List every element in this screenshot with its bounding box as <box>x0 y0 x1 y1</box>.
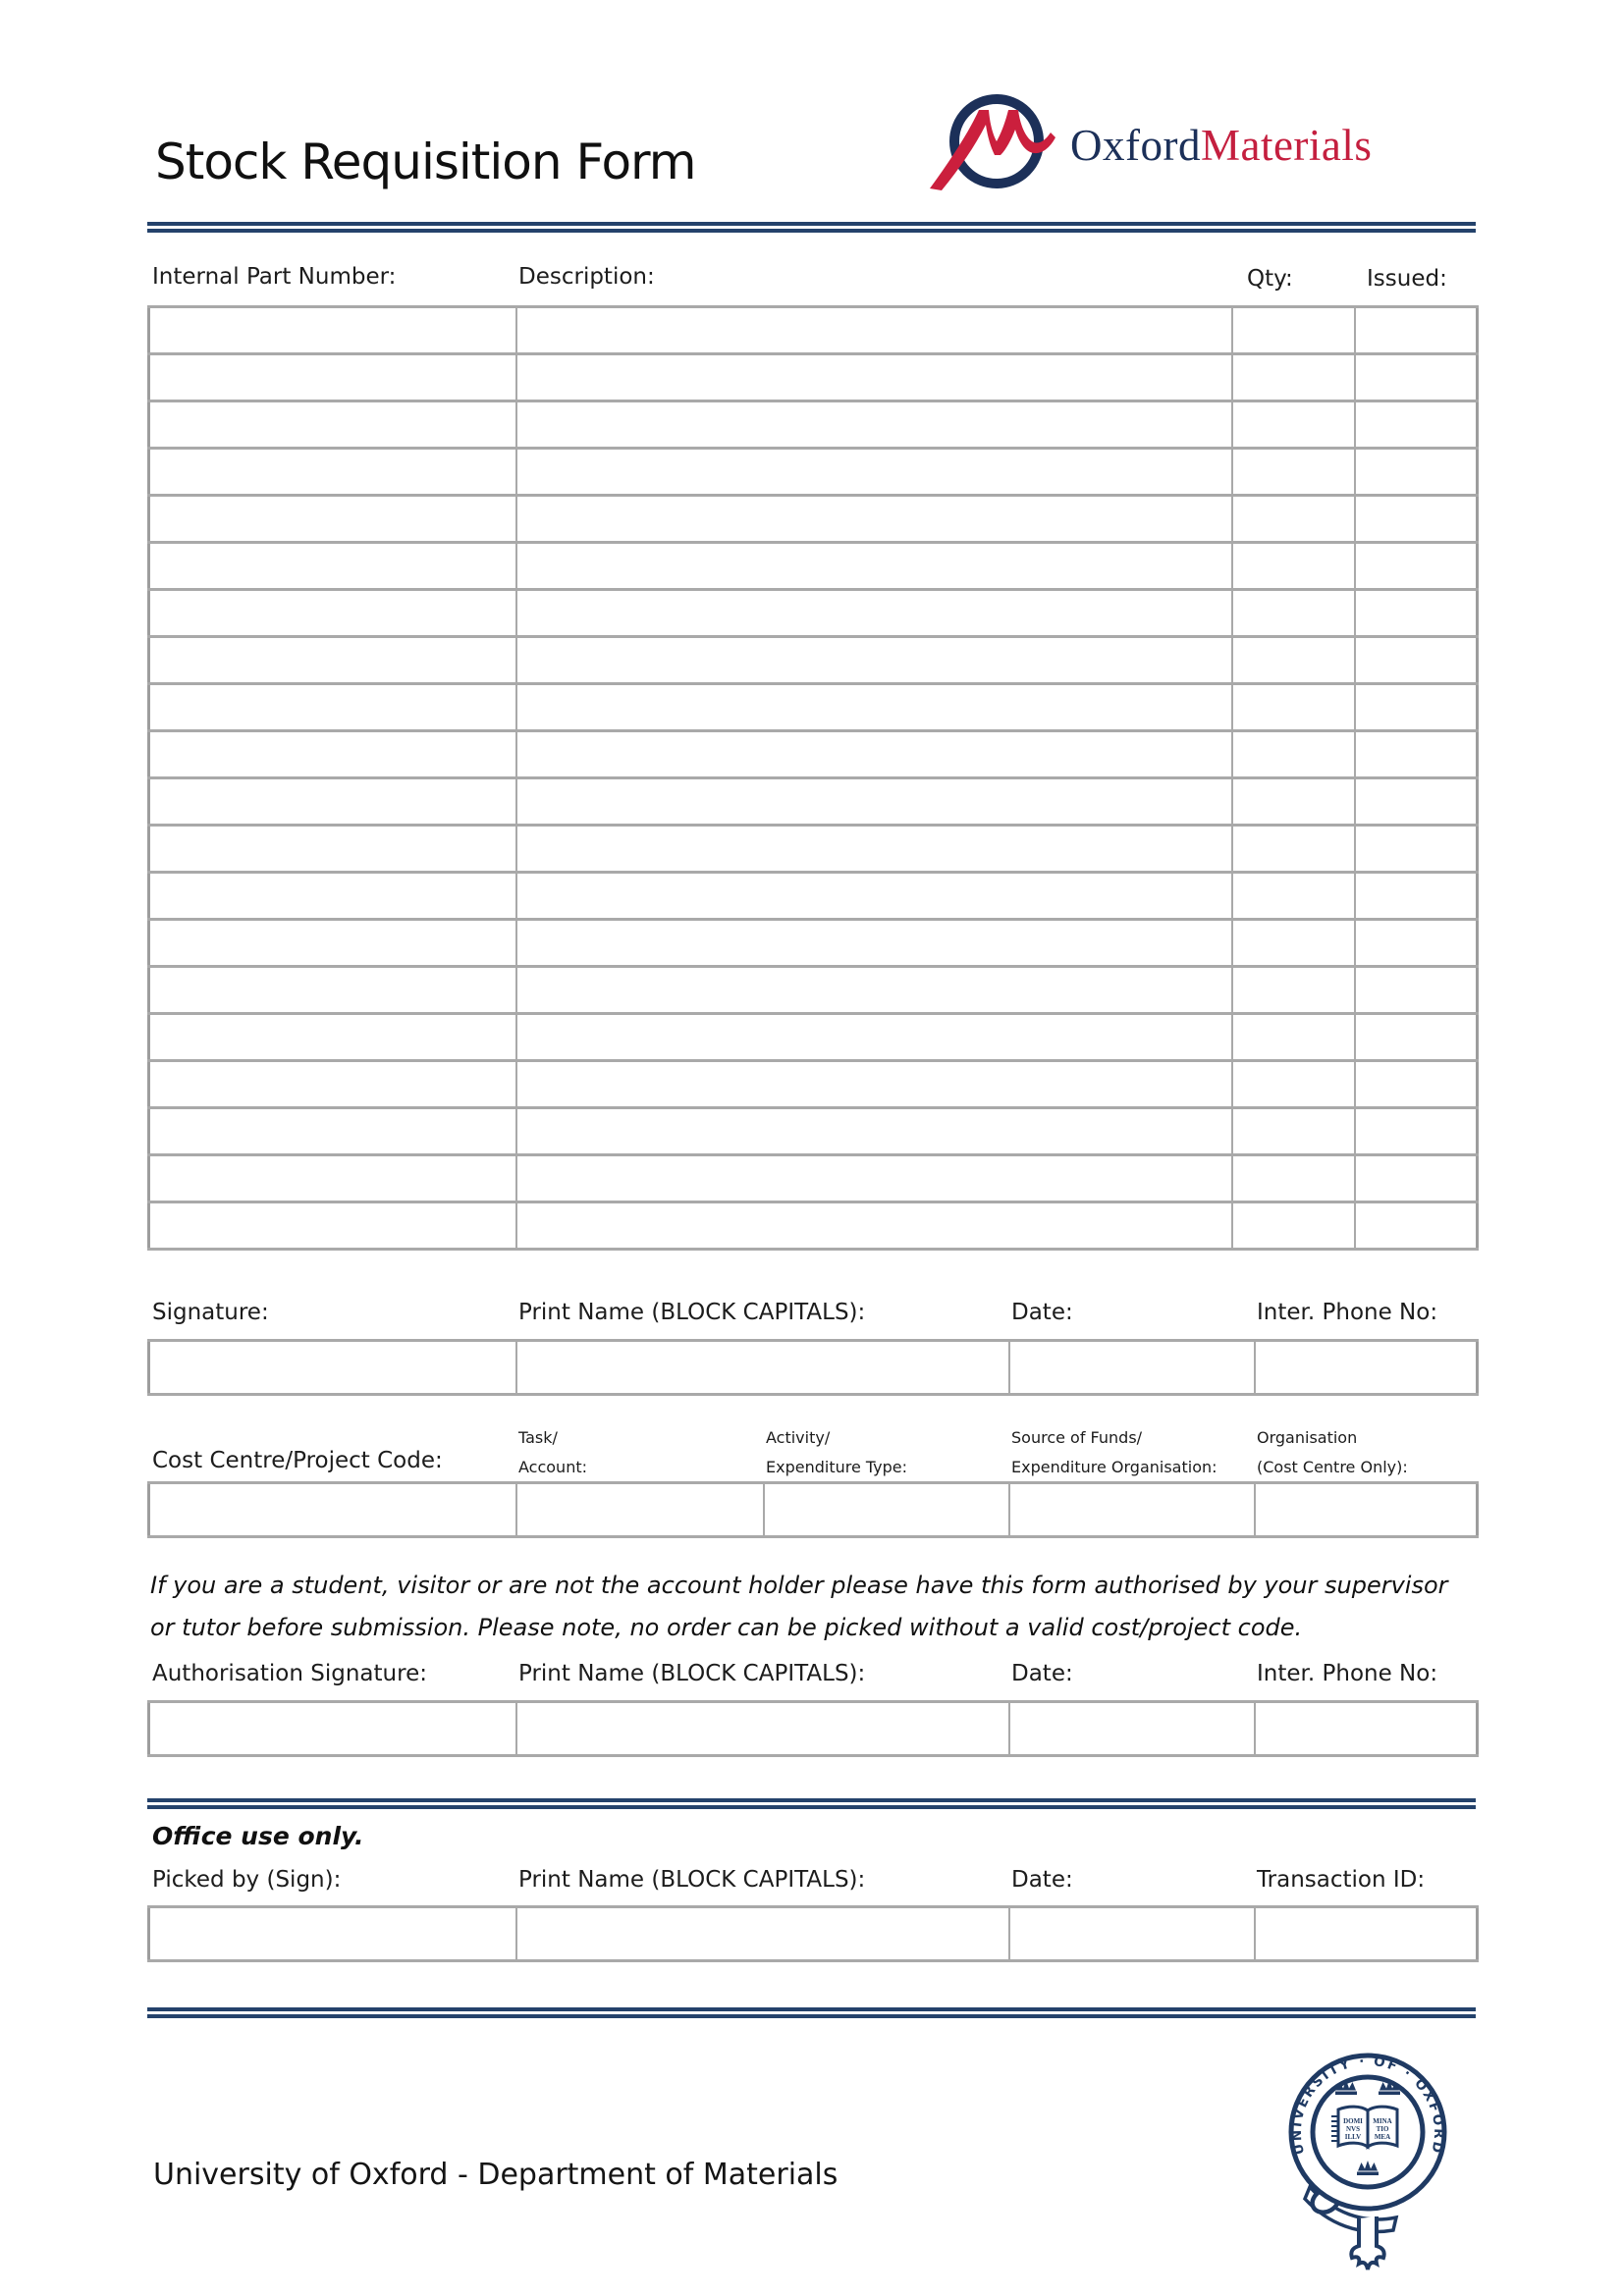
description-cell[interactable] <box>516 1202 1232 1250</box>
qty-cell[interactable] <box>1232 449 1355 496</box>
label-inter-phone: Inter. Phone No: <box>1257 1300 1438 1325</box>
authorisation-print-name-field[interactable] <box>516 1702 1009 1756</box>
qty-cell[interactable] <box>1232 967 1355 1014</box>
part-number-cell[interactable] <box>149 354 516 401</box>
oxford-materials-logo-text <box>1070 120 1372 171</box>
label-print-name: Print Name (BLOCK CAPITALS): <box>518 1300 866 1325</box>
label-authorisation-signature: Authorisation Signature: <box>152 1661 427 1686</box>
crest-ring-text: UNIVERSITY · OF · OXFORD <box>1288 2053 1447 2157</box>
description-cell[interactable] <box>516 1155 1232 1202</box>
crest-book-text: TIO <box>1376 2125 1389 2133</box>
stock-table-row <box>149 401 1478 449</box>
cost-centre-fields-table <box>147 1481 1479 1538</box>
header-qty: Qty: <box>1247 266 1293 292</box>
label-office-print-name: Print Name (BLOCK CAPITALS): <box>518 1867 866 1893</box>
header-issued: Issued: <box>1367 266 1447 292</box>
qty-cell[interactable] <box>1232 307 1355 354</box>
description-cell[interactable] <box>516 307 1232 354</box>
date-field[interactable] <box>1009 1341 1255 1395</box>
qty-cell[interactable] <box>1232 826 1355 873</box>
issued-cell[interactable] <box>1355 496 1478 543</box>
stock-table-row <box>149 1155 1478 1202</box>
part-number-cell[interactable] <box>149 637 516 684</box>
qty-cell[interactable] <box>1232 1061 1355 1108</box>
office-use-fields-table <box>147 1905 1479 1962</box>
label-office-date: Date: <box>1011 1867 1073 1893</box>
inter-phone-field[interactable] <box>1255 1341 1478 1395</box>
header-task-account: Task/ Account: <box>518 1428 587 1476</box>
office-use-fields-row <box>149 1907 1478 1961</box>
part-number-cell[interactable] <box>149 873 516 920</box>
header-source-of-funds: Source of Funds/ Expenditure Organisation: <box>1011 1428 1217 1476</box>
description-cell[interactable] <box>516 590 1232 637</box>
logo-text-materials: Materials <box>1200 121 1373 170</box>
issued-cell[interactable] <box>1355 778 1478 826</box>
page-title: Stock Requisition Form <box>155 133 696 190</box>
part-number-cell[interactable] <box>149 496 516 543</box>
label-transaction-id: Transaction ID: <box>1257 1867 1426 1893</box>
signature-field[interactable] <box>149 1341 516 1395</box>
qty-cell[interactable] <box>1232 1108 1355 1155</box>
description-cell[interactable] <box>516 873 1232 920</box>
description-cell[interactable] <box>516 684 1232 731</box>
issued-cell[interactable] <box>1355 543 1478 590</box>
activity-expenditure-field[interactable] <box>764 1483 1009 1537</box>
part-number-cell[interactable] <box>149 1202 516 1250</box>
part-number-cell[interactable] <box>149 307 516 354</box>
stock-table-row <box>149 1202 1478 1250</box>
cost-centre-fields-row <box>149 1483 1478 1537</box>
issued-cell[interactable] <box>1355 967 1478 1014</box>
print-name-field[interactable] <box>516 1341 1009 1395</box>
stock-items-table <box>147 305 1479 1251</box>
transaction-id-field[interactable] <box>1255 1907 1478 1961</box>
description-cell[interactable] <box>516 826 1232 873</box>
stock-table-row <box>149 637 1478 684</box>
picked-by-field[interactable] <box>149 1907 516 1961</box>
part-number-cell[interactable] <box>149 543 516 590</box>
part-number-cell[interactable] <box>149 1061 516 1108</box>
part-number-cell[interactable] <box>149 967 516 1014</box>
header-internal-part-number: Internal Part Number: <box>152 264 397 290</box>
authorisation-inter-phone-field[interactable] <box>1255 1702 1478 1756</box>
qty-cell[interactable] <box>1232 731 1355 778</box>
issued-cell[interactable] <box>1355 826 1478 873</box>
signature-fields-row <box>149 1341 1478 1395</box>
qty-cell[interactable] <box>1232 1014 1355 1061</box>
qty-cell[interactable] <box>1232 1202 1355 1250</box>
issued-cell[interactable] <box>1355 731 1478 778</box>
issued-cell[interactable] <box>1355 873 1478 920</box>
description-cell[interactable] <box>516 543 1232 590</box>
stock-table-row <box>149 1108 1478 1155</box>
footer-text: University of Oxford - Department of Materials <box>153 2158 839 2192</box>
description-cell[interactable] <box>516 354 1232 401</box>
part-number-cell[interactable] <box>149 1155 516 1202</box>
qty-cell[interactable] <box>1232 684 1355 731</box>
stock-table-row <box>149 731 1478 778</box>
label-signature: Signature: <box>152 1300 269 1325</box>
issued-cell[interactable] <box>1355 1155 1478 1202</box>
stock-table-row <box>149 967 1478 1014</box>
header-organisation: Organisation (Cost Centre Only): <box>1257 1428 1408 1476</box>
part-number-cell[interactable] <box>149 920 516 967</box>
stock-table-row <box>149 873 1478 920</box>
issued-cell[interactable] <box>1355 307 1478 354</box>
issued-cell[interactable] <box>1355 920 1478 967</box>
qty-cell[interactable] <box>1232 1155 1355 1202</box>
authorisation-fields-row <box>149 1702 1478 1756</box>
issued-cell[interactable] <box>1355 590 1478 637</box>
description-cell[interactable] <box>516 1014 1232 1061</box>
stock-table-row <box>149 590 1478 637</box>
description-cell[interactable] <box>516 449 1232 496</box>
signature-fields-table <box>147 1339 1479 1396</box>
office-use-heading: Office use only. <box>152 1822 364 1850</box>
part-number-cell[interactable] <box>149 778 516 826</box>
description-cell[interactable] <box>516 1061 1232 1108</box>
description-cell[interactable] <box>516 731 1232 778</box>
crest-book-text: MEA <box>1374 2133 1391 2141</box>
label-auth-date: Date: <box>1011 1661 1073 1686</box>
issued-cell[interactable] <box>1355 1061 1478 1108</box>
stock-table-row <box>149 543 1478 590</box>
logo-text-oxford: Oxford <box>1070 121 1201 170</box>
issued-cell[interactable] <box>1355 684 1478 731</box>
stock-table-row <box>149 826 1478 873</box>
issued-cell[interactable] <box>1355 401 1478 449</box>
qty-cell[interactable] <box>1232 778 1355 826</box>
part-number-cell[interactable] <box>149 684 516 731</box>
label-date: Date: <box>1011 1300 1073 1325</box>
crest-book-text: DOMI <box>1343 2117 1363 2125</box>
crest-book-text: ILLV <box>1344 2133 1362 2141</box>
description-cell[interactable] <box>516 637 1232 684</box>
divider-office-use <box>147 1798 1476 1809</box>
authorisation-notice: If you are a student, visitor or are not the account holder please have this form authorised by your supervisor or tutor before submission. Please note, no order can be picked without a valid cost/project code. <box>150 1572 1448 1641</box>
stock-table-row <box>149 496 1478 543</box>
description-cell[interactable] <box>516 967 1232 1014</box>
qty-cell[interactable] <box>1232 590 1355 637</box>
label-auth-inter-phone: Inter. Phone No: <box>1257 1661 1438 1686</box>
part-number-cell[interactable] <box>149 401 516 449</box>
crest-book-text: NVS <box>1345 2125 1361 2133</box>
office-print-name-field[interactable] <box>516 1907 1009 1961</box>
description-cell[interactable] <box>516 920 1232 967</box>
office-date-field[interactable] <box>1009 1907 1255 1961</box>
qty-cell[interactable] <box>1232 496 1355 543</box>
issued-cell[interactable] <box>1355 1108 1478 1155</box>
part-number-cell[interactable] <box>149 1108 516 1155</box>
oxford-materials-logo-icon <box>926 80 1065 214</box>
qty-cell[interactable] <box>1232 401 1355 449</box>
qty-cell[interactable] <box>1232 543 1355 590</box>
description-cell[interactable] <box>516 1108 1232 1155</box>
crest-book-text: MINA <box>1373 2117 1392 2125</box>
label-cost-centre: Cost Centre/Project Code: <box>152 1448 443 1473</box>
qty-cell[interactable] <box>1232 637 1355 684</box>
organisation-field[interactable] <box>1255 1483 1478 1537</box>
label-picked-by: Picked by (Sign): <box>152 1867 342 1893</box>
issued-cell[interactable] <box>1355 1202 1478 1250</box>
authorisation-fields-table <box>147 1700 1479 1757</box>
description-cell[interactable] <box>516 496 1232 543</box>
university-of-oxford-crest-icon <box>1274 2044 1461 2291</box>
part-number-cell[interactable] <box>149 590 516 637</box>
part-number-cell[interactable] <box>149 826 516 873</box>
stock-table-row <box>149 354 1478 401</box>
stock-table-row <box>149 1014 1478 1061</box>
part-number-cell[interactable] <box>149 1014 516 1061</box>
authorisation-signature-field[interactable] <box>149 1702 516 1756</box>
divider-bottom <box>147 2007 1476 2018</box>
stock-table-row <box>149 684 1478 731</box>
stock-table-row <box>149 1061 1478 1108</box>
description-cell[interactable] <box>516 778 1232 826</box>
issued-cell[interactable] <box>1355 1014 1478 1061</box>
stock-table-row <box>149 307 1478 354</box>
source-of-funds-field[interactable] <box>1009 1483 1255 1537</box>
divider-top <box>147 222 1476 233</box>
description-cell[interactable] <box>516 401 1232 449</box>
qty-cell[interactable] <box>1232 354 1355 401</box>
header-description: Description: <box>518 264 655 290</box>
issued-cell[interactable] <box>1355 449 1478 496</box>
qty-cell[interactable] <box>1232 920 1355 967</box>
part-number-cell[interactable] <box>149 449 516 496</box>
stock-table-row <box>149 778 1478 826</box>
stock-table-row <box>149 920 1478 967</box>
issued-cell[interactable] <box>1355 637 1478 684</box>
issued-cell[interactable] <box>1355 354 1478 401</box>
task-account-field[interactable] <box>516 1483 764 1537</box>
header-activity-expenditure: Activity/ Expenditure Type: <box>766 1428 908 1476</box>
authorisation-date-field[interactable] <box>1009 1702 1255 1756</box>
stock-table-row <box>149 449 1478 496</box>
label-auth-print-name: Print Name (BLOCK CAPITALS): <box>518 1661 866 1686</box>
qty-cell[interactable] <box>1232 873 1355 920</box>
part-number-cell[interactable] <box>149 731 516 778</box>
cost-centre-code-field[interactable] <box>149 1483 516 1537</box>
